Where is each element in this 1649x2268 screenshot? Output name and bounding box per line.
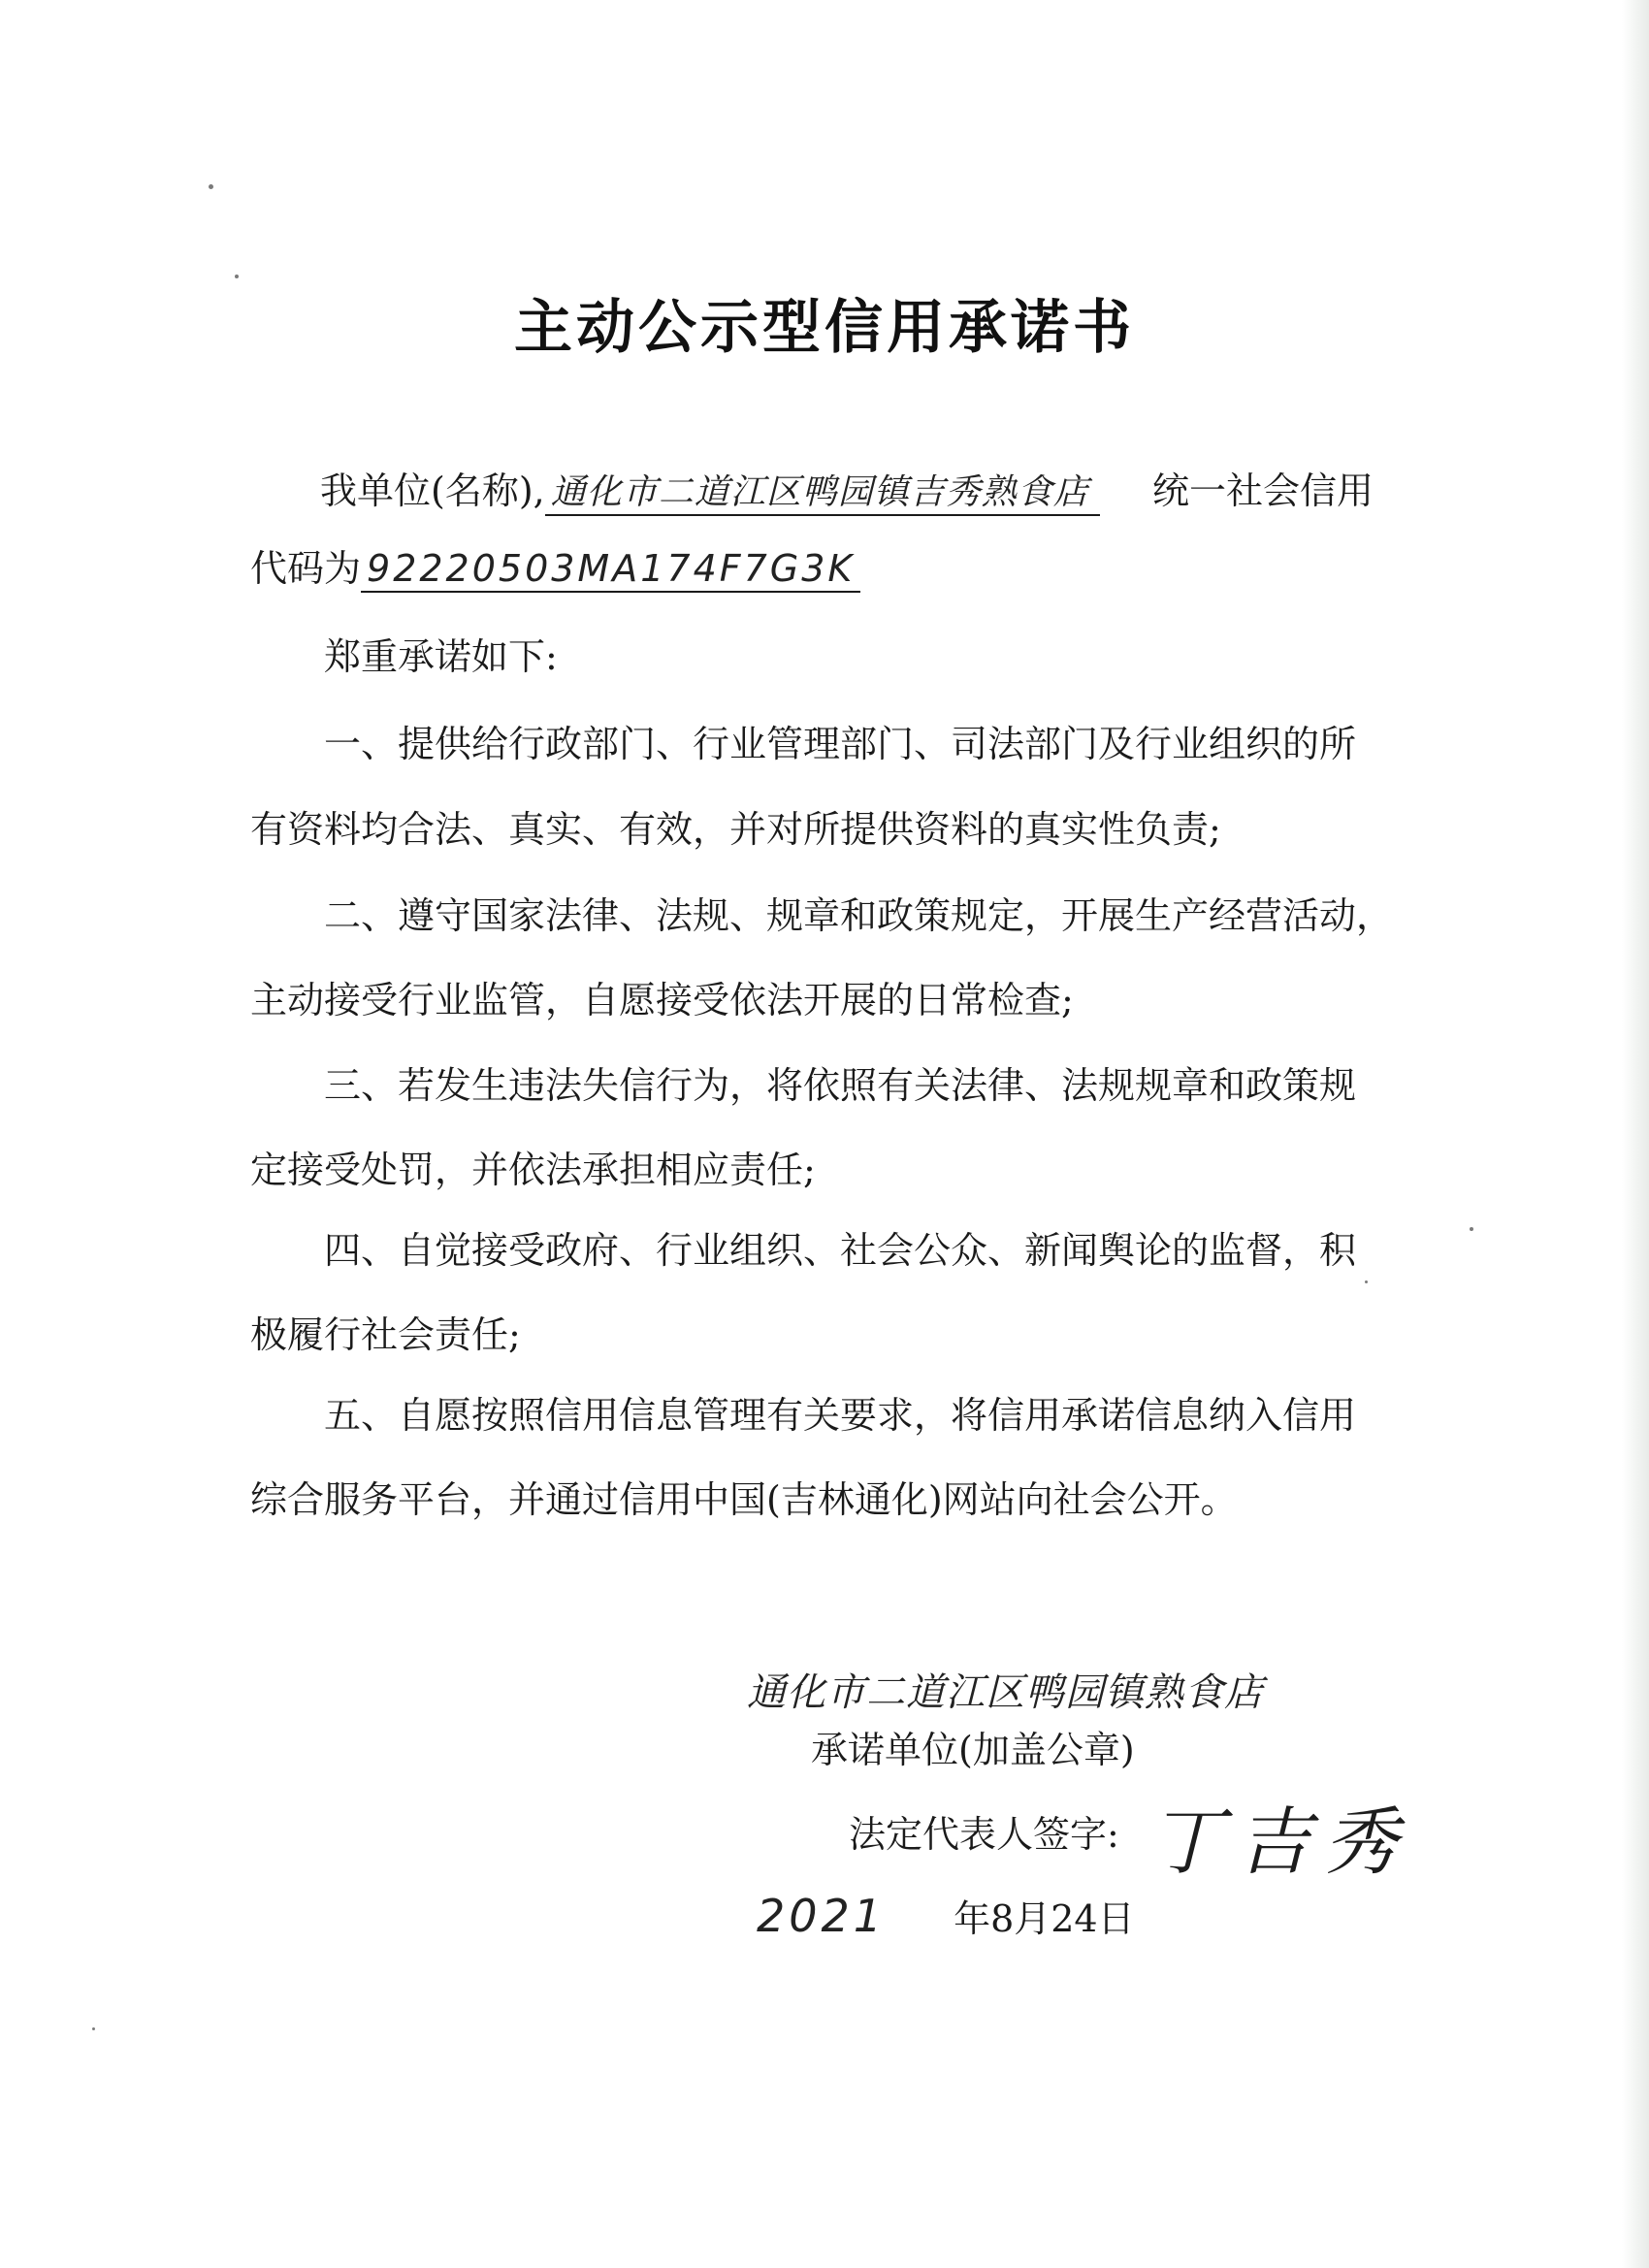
scan-speck <box>1470 1227 1473 1231</box>
unit-name-handwritten: 通化市二道江区鸭园镇吉秀熟食店 <box>545 475 1100 516</box>
credit-code-handwritten: 92220503MA174F7G3K <box>361 550 860 593</box>
unit-name-line <box>320 472 1100 516</box>
pledge-item-5-line-2: 综合服务平台，并通过信用中国(吉林通化)网站向社会公开。 <box>250 1478 1238 1521</box>
legal-rep-signature: 丁吉秀 <box>1149 1798 1411 1885</box>
signatory-unit-label: 承诺单位(加盖公章) <box>811 1729 1135 1771</box>
date-rest: 年8月24日 <box>954 1897 1135 1940</box>
date-year-handwritten: 2021 <box>757 1890 887 1942</box>
scan-speck <box>235 275 239 278</box>
scan-speck <box>92 2027 95 2030</box>
pledge-item-4-line-1: 四、自觉接受政府、行业组织、社会公众、新闻舆论的监督，积 <box>324 1229 1357 1272</box>
legal-rep-label: 法定代表人签字: <box>849 1813 1119 1856</box>
pledge-item-1-line-2: 有资料均合法、真实、有效，并对所提供资料的真实性负责; <box>250 808 1221 851</box>
pledge-intro: 郑重承诺如下: <box>324 635 558 678</box>
pledge-item-4-line-2: 极履行社会责任; <box>250 1313 521 1356</box>
code-prefix: 代码为 <box>250 547 362 590</box>
pledge-item-5-line-1: 五、自愿按照信用信息管理有关要求，将信用承诺信息纳入信用 <box>324 1394 1357 1437</box>
pledge-item-1-line-1: 一、提供给行政部门、行业管理部门、司法部门及行业组织的所 <box>324 723 1357 765</box>
scan-speck <box>209 184 213 189</box>
scan-speck <box>1365 1280 1368 1283</box>
unit-prefix: 我单位(名称), <box>320 470 545 512</box>
pledge-item-3-line-1: 三、若发生违法失信行为，将依照有关法律、法规规章和政策规 <box>324 1064 1357 1107</box>
document-title: 主动公示型信用承诺书 <box>514 294 1135 362</box>
unit-suffix: 统一社会信用 <box>1152 470 1374 512</box>
signing-date <box>757 1890 1135 1942</box>
pledge-item-2-line-1: 二、遵守国家法律、法规、规章和政策规定，开展生产经营活动， <box>324 894 1394 937</box>
pledge-item-2-line-2: 主动接受行业监管，自愿接受依法开展的日常检查; <box>250 979 1074 1021</box>
credit-code-line <box>250 547 860 593</box>
signatory-unit-handwritten: 通化市二道江区鸭园镇熟食店 <box>747 1670 1264 1715</box>
pledge-item-3-line-2: 定接受处罚，并依法承担相应责任; <box>250 1149 816 1191</box>
